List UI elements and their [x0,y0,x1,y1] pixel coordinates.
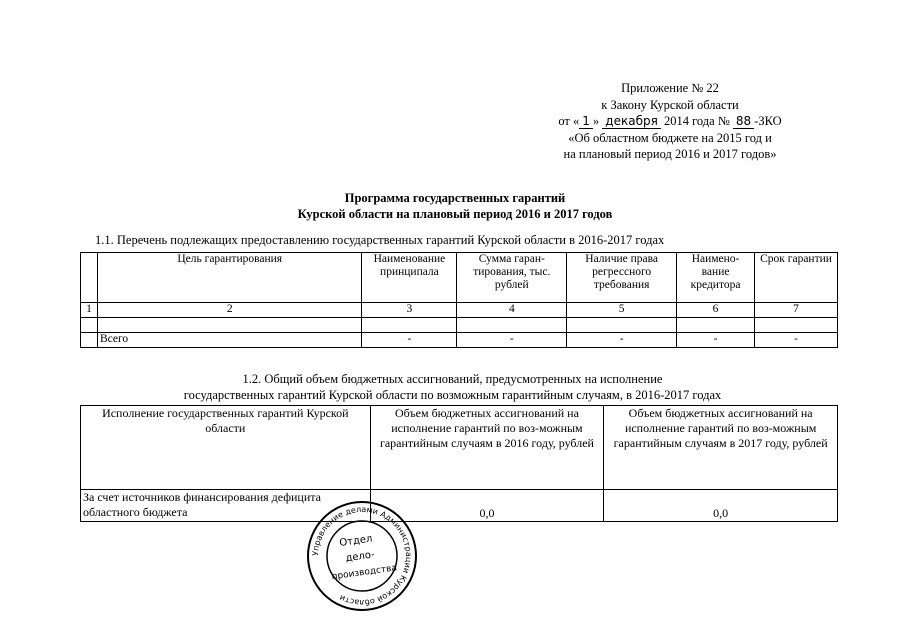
guarantees-table [80,252,838,348]
page-title [200,190,710,222]
col-number: 5 [567,303,677,318]
table-number-row [81,303,838,318]
header-term: Срок гарантии [755,253,838,303]
appendix-block [520,80,820,163]
title-line-2: Курской области на плановый период 2016 и 2017 годов [297,207,613,221]
section-2-heading-line-1: 1.2. Общий объем бюджетных ассигнований, предусмотренных на исполнение [242,372,663,386]
col-number: 6 [677,303,755,318]
title-line-1: Программа государственных гарантий [344,191,566,205]
handwritten-day: 1 [579,114,593,129]
header-volume-2016: Объем бюджетных ассигнований на исполнение гарантий по воз-можным гарантийным случаям в 2016 году, рублей [370,406,604,490]
date-sep: » [592,114,600,128]
total-value: - [677,333,755,348]
section-1-heading: 1.1. Перечень подлежащих предоставлению государственных гарантий Курской области в 2016-2017 годах [95,233,665,247]
header-creditor: Наимено-вание кредитора [677,253,755,303]
handwritten-number: 88 [733,114,754,129]
value-2016: 0,0 [370,490,604,522]
appendix-law: к Закону Курской области [601,97,739,112]
header-blank [81,253,98,303]
col-number: 2 [97,303,361,318]
allocations-header-row [81,406,838,490]
appendix-date-line [520,113,820,130]
col-number: 1 [81,303,98,318]
value-2017: 0,0 [604,490,838,522]
total-value: - [755,333,838,348]
col-number: 3 [362,303,457,318]
header-regress: Наличие права регрессного требования [567,253,677,303]
header-execution: Исполнение государственных гарантий Курской области [81,406,371,490]
stamp-center-line-2: дело- [344,549,376,565]
stamp-center-line-1: Отдел [338,533,374,549]
header-purpose: Цель гарантирования [97,253,361,303]
appendix-budget-line: «Об областном бюджете на 2015 год и [568,130,772,145]
section-2-heading-line-2: государственных гарантий Курской области по возможным гарантийным случаям, в 2016-2017 годах [183,388,722,402]
stamp-center-line-3: производства [331,563,398,583]
total-value: - [457,333,567,348]
handwritten-month: декабря [602,114,661,129]
year-text: 2014 года № [663,114,730,128]
appendix-period-line: на плановый период 2016 и 2017 годов» [563,147,777,161]
allocations-table [80,405,838,522]
stamp-ring-text: Управление делами Администрации Курской области [310,504,414,608]
office-stamp [306,500,418,612]
row-source-label: За счет источников финансирования дефицита областного бюджета [81,490,371,522]
header-amount: Сумма гаран-тирования, тыс. рублей [457,253,567,303]
date-prefix: от « [558,114,580,128]
total-blank [81,333,98,348]
header-principal: Наименование принципала [362,253,457,303]
number-suffix: -ЗКО [754,114,782,128]
allocations-data-row [81,490,838,522]
col-number: 4 [457,303,567,318]
col-number: 7 [755,303,838,318]
header-volume-2017: Объем бюджетных ассигнований на исполнение гарантий по воз-можным гарантийным случаям в 2017 году, рублей [604,406,838,490]
table-empty-row [81,318,838,333]
appendix-title: Приложение № 22 [621,81,719,95]
total-value: - [362,333,457,348]
total-label: Всего [97,333,361,348]
total-value: - [567,333,677,348]
table-total-row [81,333,838,348]
table-header-row [81,253,838,303]
